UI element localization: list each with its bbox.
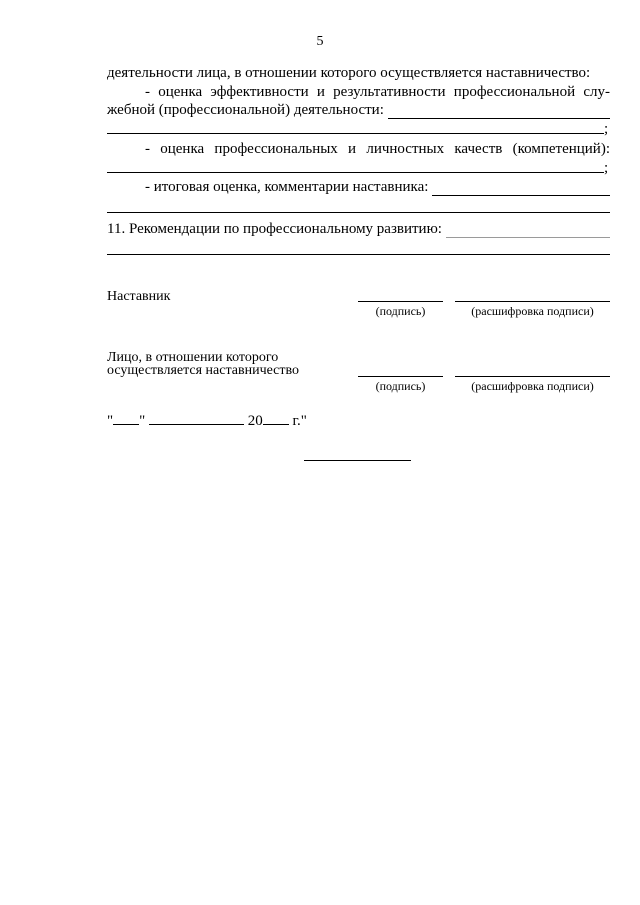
paragraph-line-with-blank bbox=[107, 101, 610, 119]
year-suffix: г." bbox=[292, 413, 307, 429]
mentee-label-line-1: Лицо, в отношении которого bbox=[107, 350, 279, 365]
signature-caption: (подпись) bbox=[375, 304, 426, 318]
fill-in-field[interactable] bbox=[388, 105, 610, 119]
signature-line[interactable] bbox=[358, 301, 443, 302]
fill-in-line[interactable] bbox=[107, 133, 604, 134]
fill-in-line[interactable] bbox=[107, 172, 604, 173]
paragraph-text: 11. Рекомендации по профессиональному развитию: bbox=[107, 221, 442, 237]
year-prefix: 20 bbox=[247, 413, 263, 429]
paragraph-text: жебной (профессиональной) деятельности: bbox=[107, 102, 384, 118]
month-field[interactable] bbox=[149, 412, 244, 425]
decoding-caption: (расшифровка подписи) bbox=[471, 379, 594, 393]
paragraph-line: - оценка профессиональных и личностных качеств (компетенций): bbox=[145, 141, 610, 157]
paragraph-line: деятельности лица, в отношении которого осуществляется наставничество: bbox=[107, 65, 591, 81]
signature-decoding-line[interactable] bbox=[455, 376, 610, 377]
fill-in-line[interactable] bbox=[107, 254, 610, 255]
page-number: 5 bbox=[316, 34, 324, 49]
date-middle-quote: " bbox=[139, 413, 146, 429]
semicolon: ; bbox=[604, 121, 609, 137]
paragraph-line-with-blank bbox=[107, 220, 610, 238]
year-field[interactable] bbox=[263, 412, 289, 425]
signature-decoding-line[interactable] bbox=[455, 301, 610, 302]
paragraph-line-with-blank bbox=[145, 178, 610, 196]
semicolon: ; bbox=[604, 160, 609, 176]
day-field[interactable] bbox=[113, 412, 139, 425]
date-open-quote: " bbox=[107, 413, 114, 429]
fill-in-field[interactable] bbox=[432, 182, 610, 196]
paragraph-text: - итоговая оценка, комментарии наставника: bbox=[145, 179, 429, 195]
end-separator bbox=[304, 460, 411, 461]
fill-in-line[interactable] bbox=[107, 212, 610, 213]
mentor-label: Наставник bbox=[107, 289, 171, 304]
mentee-label-line-2: осуществляется наставничество bbox=[107, 363, 300, 378]
decoding-caption: (расшифровка подписи) bbox=[471, 304, 594, 318]
fill-in-field[interactable] bbox=[446, 224, 610, 238]
paragraph-line: - оценка эффективности и результативности профессиональной слу- bbox=[145, 84, 610, 100]
date-line bbox=[107, 412, 307, 430]
signature-line[interactable] bbox=[358, 376, 443, 377]
signature-caption: (подпись) bbox=[375, 379, 426, 393]
